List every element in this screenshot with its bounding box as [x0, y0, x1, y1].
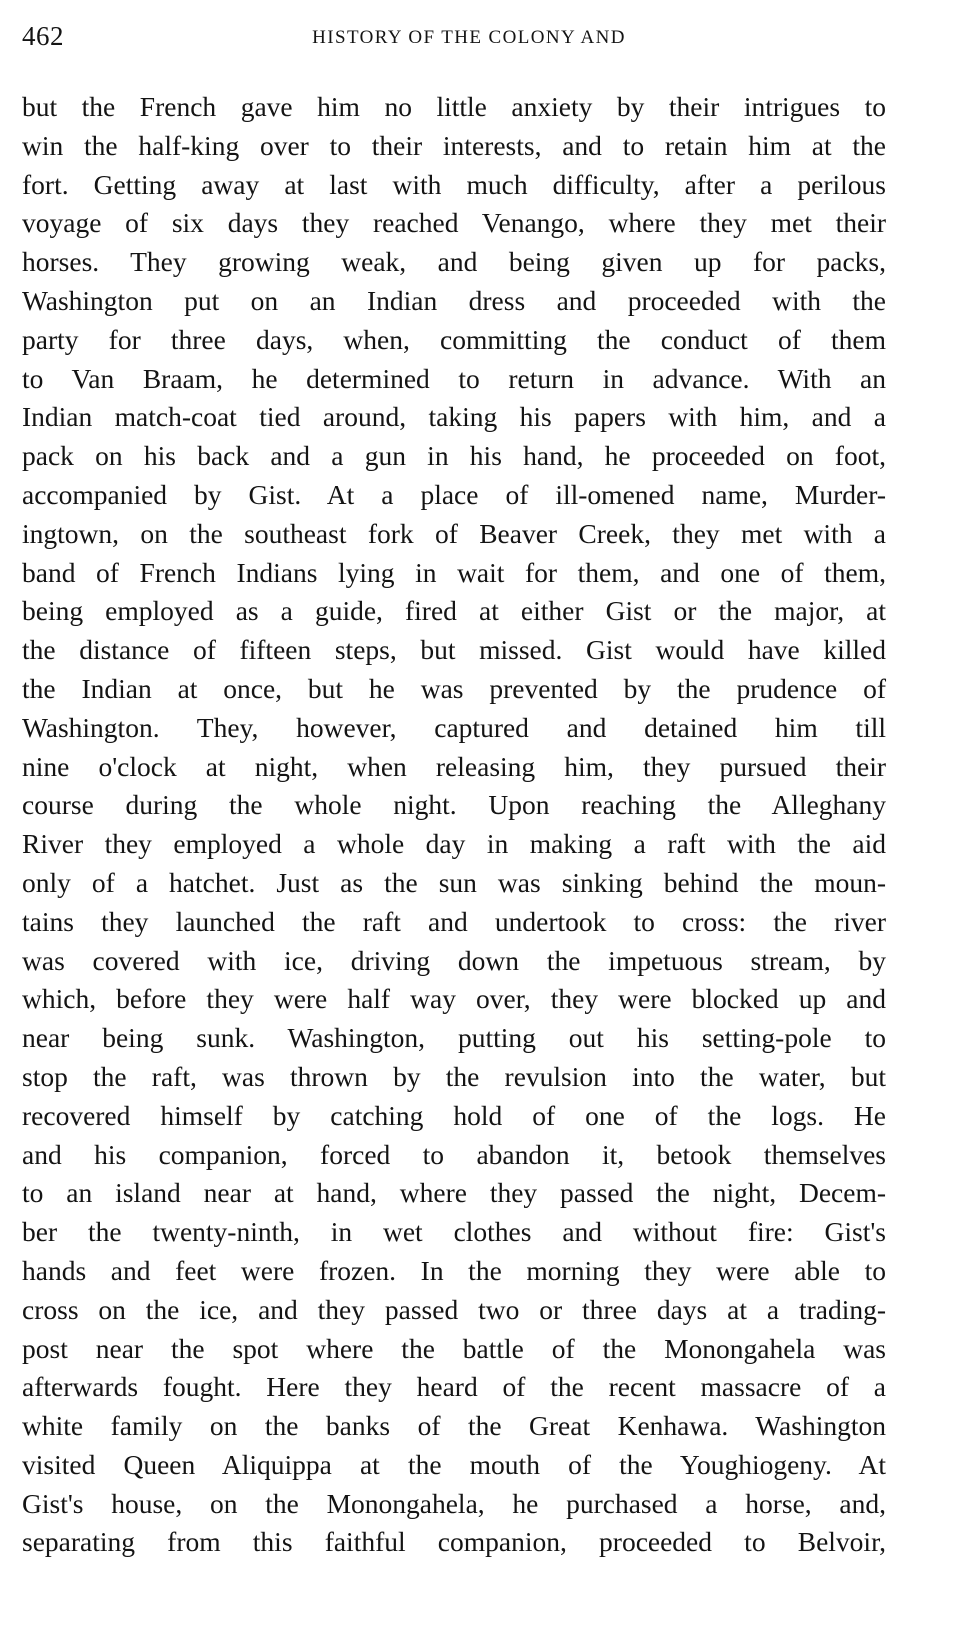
body-text: [22, 88, 886, 1562]
text-line: was covered with ice, driving down the impetuous stream, by: [22, 944, 886, 976]
text-line: Washington. They, however, captured and detained him till: [22, 711, 886, 743]
text-line: pack on his back and a gun in his hand, he proceeded on foot,: [22, 440, 886, 472]
text-line: afterwards fought. Here they heard of the recent massacre of a: [22, 1371, 886, 1403]
text-line: to an island near at hand, where they passed the night, Decem-: [22, 1177, 886, 1209]
text-line: Washington put on an Indian dress and proceeded with the: [22, 284, 886, 316]
text-line: tains they launched the raft and undertook to cross: the river: [22, 905, 886, 937]
text-line: stop the raft, was thrown by the revulsion into the water, but: [22, 1060, 886, 1092]
text-line: ber the twenty-ninth, in wet clothes and without fire: Gist's: [22, 1216, 886, 1248]
text-line: accompanied by Gist. At a place of ill-omened name, Murder-: [22, 478, 886, 510]
text-line: being employed as a guide, fired at either Gist or the major, at: [22, 595, 886, 627]
text-line: fort. Getting away at last with much difficulty, after a perilous: [22, 168, 886, 200]
text-line: Indian match-coat tied around, taking his papers with him, and a: [22, 401, 886, 433]
text-line: the Indian at once, but he was prevented by the prudence of: [22, 672, 886, 704]
text-line: horses. They growing weak, and being given up for packs,: [22, 246, 886, 278]
text-line: nine o'clock at night, when releasing him, they pursued their: [22, 750, 886, 782]
text-line: white family on the banks of the Great Kenhawa. Washington: [22, 1410, 886, 1442]
text-line: near being sunk. Washington, putting out his setting-pole to: [22, 1022, 886, 1054]
text-line: party for three days, when, committing the conduct of them: [22, 323, 886, 355]
text-line: ingtown, on the southeast fork of Beaver Creek, they met with a: [22, 517, 886, 549]
text-line: separating from this faithful companion, proceeded to Belvoir,: [22, 1526, 886, 1558]
text-line: the distance of fifteen steps, but missed. Gist would have killed: [22, 634, 886, 666]
text-line: only of a hatchet. Just as the sun was sinking behind the moun-: [22, 866, 886, 898]
page-number: 462: [22, 21, 64, 51]
book-page: [22, 18, 886, 1562]
text-line: but the French gave him no little anxiety by their intrigues to: [22, 91, 886, 122]
text-line: voyage of six days they reached Venango, where they met their: [22, 207, 886, 239]
running-head: [22, 18, 886, 58]
text-line: hands and feet were frozen. In the morning they were able to: [22, 1254, 886, 1286]
text-line: band of French Indians lying in wait for them, and one of them,: [22, 556, 886, 588]
text-line: win the half-king over to their interests, and to retain him at the: [22, 129, 886, 161]
text-line: post near the spot where the battle of the Monongahela was: [22, 1332, 886, 1364]
running-title: HISTORY OF THE COLONY AND: [312, 27, 626, 48]
text-line: cross on the ice, and they passed two or three days at a trading-: [22, 1293, 886, 1325]
text-line: Gist's house, on the Monongahela, he purchased a horse, and,: [22, 1487, 886, 1519]
text-line: which, before they were half way over, they were blocked up and: [22, 983, 886, 1015]
text-line: and his companion, forced to abandon it, betook themselves: [22, 1138, 886, 1170]
text-line: River they employed a whole day in making a raft with the aid: [22, 828, 886, 860]
text-line: recovered himself by catching hold of one of the logs. He: [22, 1099, 886, 1131]
text-line: to Van Braam, he determined to return in advance. With an: [22, 362, 886, 394]
text-line: course during the whole night. Upon reaching the Alleghany: [22, 789, 886, 821]
text-line: visited Queen Aliquippa at the mouth of the Youghiogeny. At: [22, 1448, 886, 1480]
